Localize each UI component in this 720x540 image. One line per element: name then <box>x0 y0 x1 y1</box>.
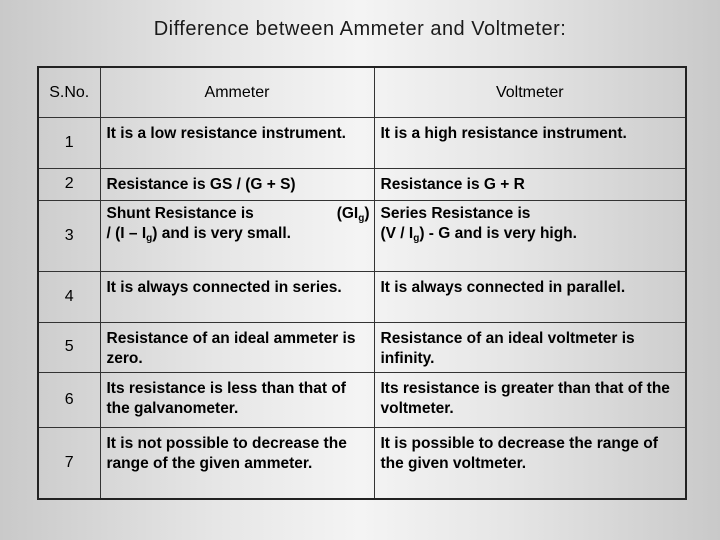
voltmeter-cell <box>374 200 686 271</box>
formula-text: (GI <box>336 204 359 222</box>
formula-text: (V / I <box>380 224 414 242</box>
table-row <box>38 427 686 499</box>
formula-text: ) - G and is very high. <box>419 224 577 242</box>
voltmeter-cell: It is possible to decrease the range of the given voltmeter. <box>374 427 686 499</box>
table-row <box>38 200 686 271</box>
voltmeter-cell: It is a high resistance instrument. <box>374 117 686 168</box>
row-number: 2 <box>38 168 100 200</box>
table-row <box>38 117 686 168</box>
voltmeter-cell: Resistance of an ideal voltmeter is infinity. <box>374 322 686 372</box>
ammeter-cell: Resistance is GS / (G + S) <box>100 168 374 200</box>
subscript: g <box>358 212 365 224</box>
row-number: 3 <box>38 200 100 271</box>
row-number: 1 <box>38 117 100 168</box>
formula-text: ) and is very small. <box>152 224 291 242</box>
voltmeter-formula-line-2 <box>381 224 682 244</box>
ammeter-text: Shunt Resistance is <box>106 204 254 222</box>
row-number: 5 <box>38 322 100 372</box>
table-row <box>38 372 686 427</box>
formula-text: / (I – I <box>106 224 147 242</box>
table-row <box>38 168 686 200</box>
row-number: 4 <box>38 271 100 322</box>
comparison-table <box>37 66 687 500</box>
header-ammeter: Ammeter <box>100 67 374 117</box>
subscript: g <box>413 232 420 244</box>
ammeter-formula-line-2 <box>107 224 370 244</box>
voltmeter-cell: Its resistance is greater than that of the voltmeter. <box>374 372 686 427</box>
subscript: g <box>146 232 153 244</box>
voltmeter-formula-line-1: Series Resistance is <box>380 204 531 222</box>
formula-text: ) <box>364 204 370 222</box>
table-header-row <box>38 67 686 117</box>
ammeter-cell: Resistance of an ideal ammeter is zero. <box>100 322 374 372</box>
ammeter-formula-line-1 <box>107 204 370 224</box>
ammeter-cell: It is not possible to decrease the range of the given ammeter. <box>100 427 374 499</box>
ammeter-formula-part <box>337 204 370 224</box>
header-sno: S.No. <box>38 67 100 117</box>
ammeter-cell: It is always connected in series. <box>100 271 374 322</box>
row-number: 7 <box>38 427 100 499</box>
voltmeter-cell: It is always connected in parallel. <box>374 271 686 322</box>
table-row <box>38 271 686 322</box>
row-number: 6 <box>38 372 100 427</box>
table-row <box>38 322 686 372</box>
header-voltmeter: Voltmeter <box>374 67 686 117</box>
ammeter-cell <box>100 200 374 271</box>
ammeter-cell: Its resistance is less than that of the galvanometer. <box>100 372 374 427</box>
ammeter-cell: It is a low resistance instrument. <box>100 117 374 168</box>
page-title: Difference between Ammeter and Voltmeter: <box>153 18 567 40</box>
voltmeter-cell: Resistance is G + R <box>374 168 686 200</box>
